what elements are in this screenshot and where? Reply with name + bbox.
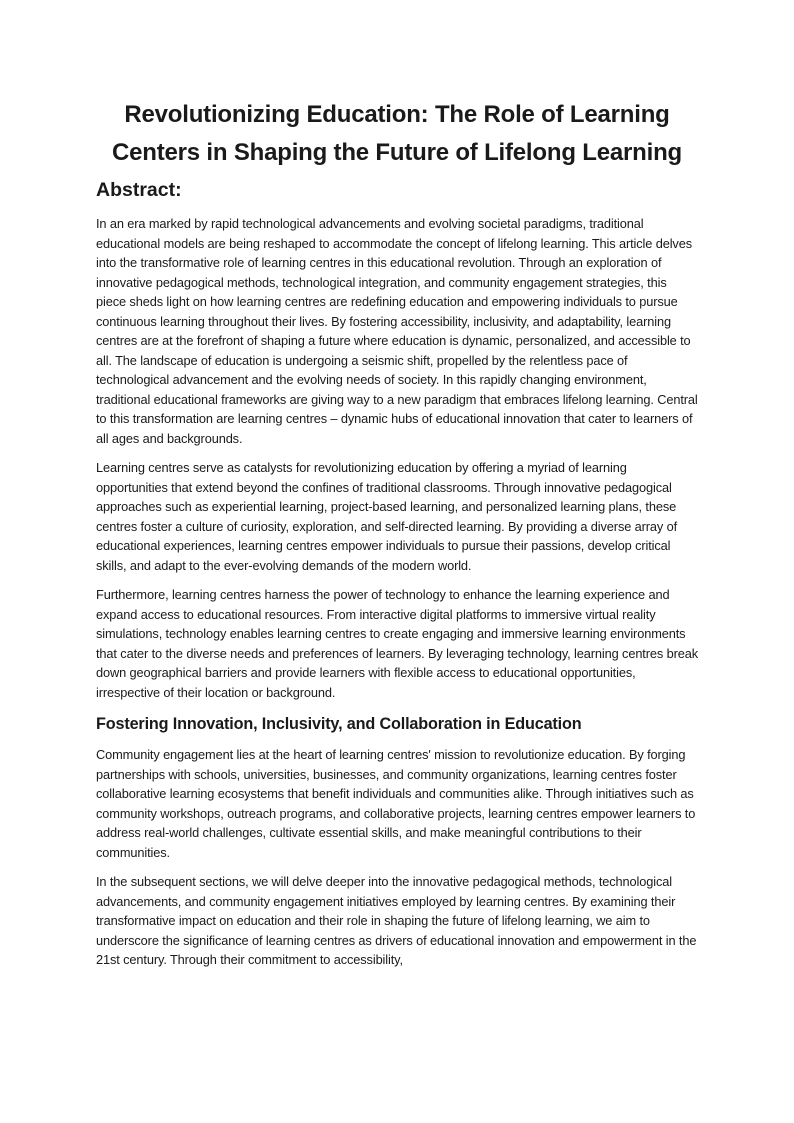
abstract-paragraph: In an era marked by rapid technological advancements and evolving societal paradigms, traditional educational models are being reshaped to accommodate the concept of lifelong learning. This article delves into the transformative role of learning centres in this educational revolution. Through an exploration of innovative pedagogical methods, technological integration, and community engagement strategies, this piece sheds light on how learning centres are redefining education and empowering individuals to pursue continuous learning throughout their lives. By fostering accessibility, inclusivity, and adaptability, learning centres are at the forefront of shaping a future where education is dynamic, personalized, and accessible to all. The landscape of education is undergoing a seismic shift, propelled by the relentless pace of technological advancement and the evolving needs of society. In this rapidly changing environment, traditional educational frameworks are giving way to a new paradigm that embraces lifelong learning. Central to this transformation are learning centres – dynamic hubs of educational innovation that cater to learners of all ages and backgrounds. [96, 216, 698, 446]
body-paragraph: In the subsequent sections, we will delve deeper into the innovative pedagogical methods, technological advancements, and community engagement initiatives employed by learning centres. By examining their transformative impact on education and their role in shaping the future of lifelong learning, we aim to underscore the significance of learning centres as drivers of educational innovation and empowerment in the 21st century. Through their commitment to accessibility, [96, 874, 697, 967]
document-title: Revolutionizing Education: The Role of Learning Centers in Shaping the Future of Lifelong Learning [111, 101, 682, 166]
document-page [96, 96, 698, 980]
body-paragraph: Furthermore, learning centres harness the power of technology to enhance the learning experience and expand access to educational resources. From interactive digital platforms to immersive virtual reality simulations, technology enables learning centres to create engaging and immersive learning environments that cater to the diverse needs and preferences of learners. By leveraging technology, learning centres break down geographical barriers and provide learners with flexible access to educational opportunities, irrespective of their location or background. [96, 587, 699, 700]
abstract-heading: Abstract: [96, 179, 182, 201]
section-heading: Fostering Innovation, Inclusivity, and Collaboration in Education [96, 715, 582, 733]
body-paragraph: Community engagement lies at the heart of learning centres' mission to revolutionize education. By forging partnerships with schools, universities, businesses, and community organizations, learning centres foster collaborative learning ecosystems that benefit individuals and communities alike. Through initiatives such as community workshops, outreach programs, and collaborative projects, learning centres empower learners to address real-world challenges, cultivate essential skills, and make meaningful contributions to their communities. [96, 747, 696, 860]
body-paragraph: Learning centres serve as catalysts for revolutionizing education by offering a myriad of learning opportunities that extend beyond the confines of traditional classrooms. Through innovative pedagogical approaches such as experiential learning, project-based learning, and personalized learning plans, these centres foster a culture of curiosity, exploration, and self-directed learning. By providing a diverse array of educational experiences, learning centres empower individuals to pursue their passions, develop critical skills, and adapt to the ever-evolving demands of the modern world. [96, 460, 678, 573]
